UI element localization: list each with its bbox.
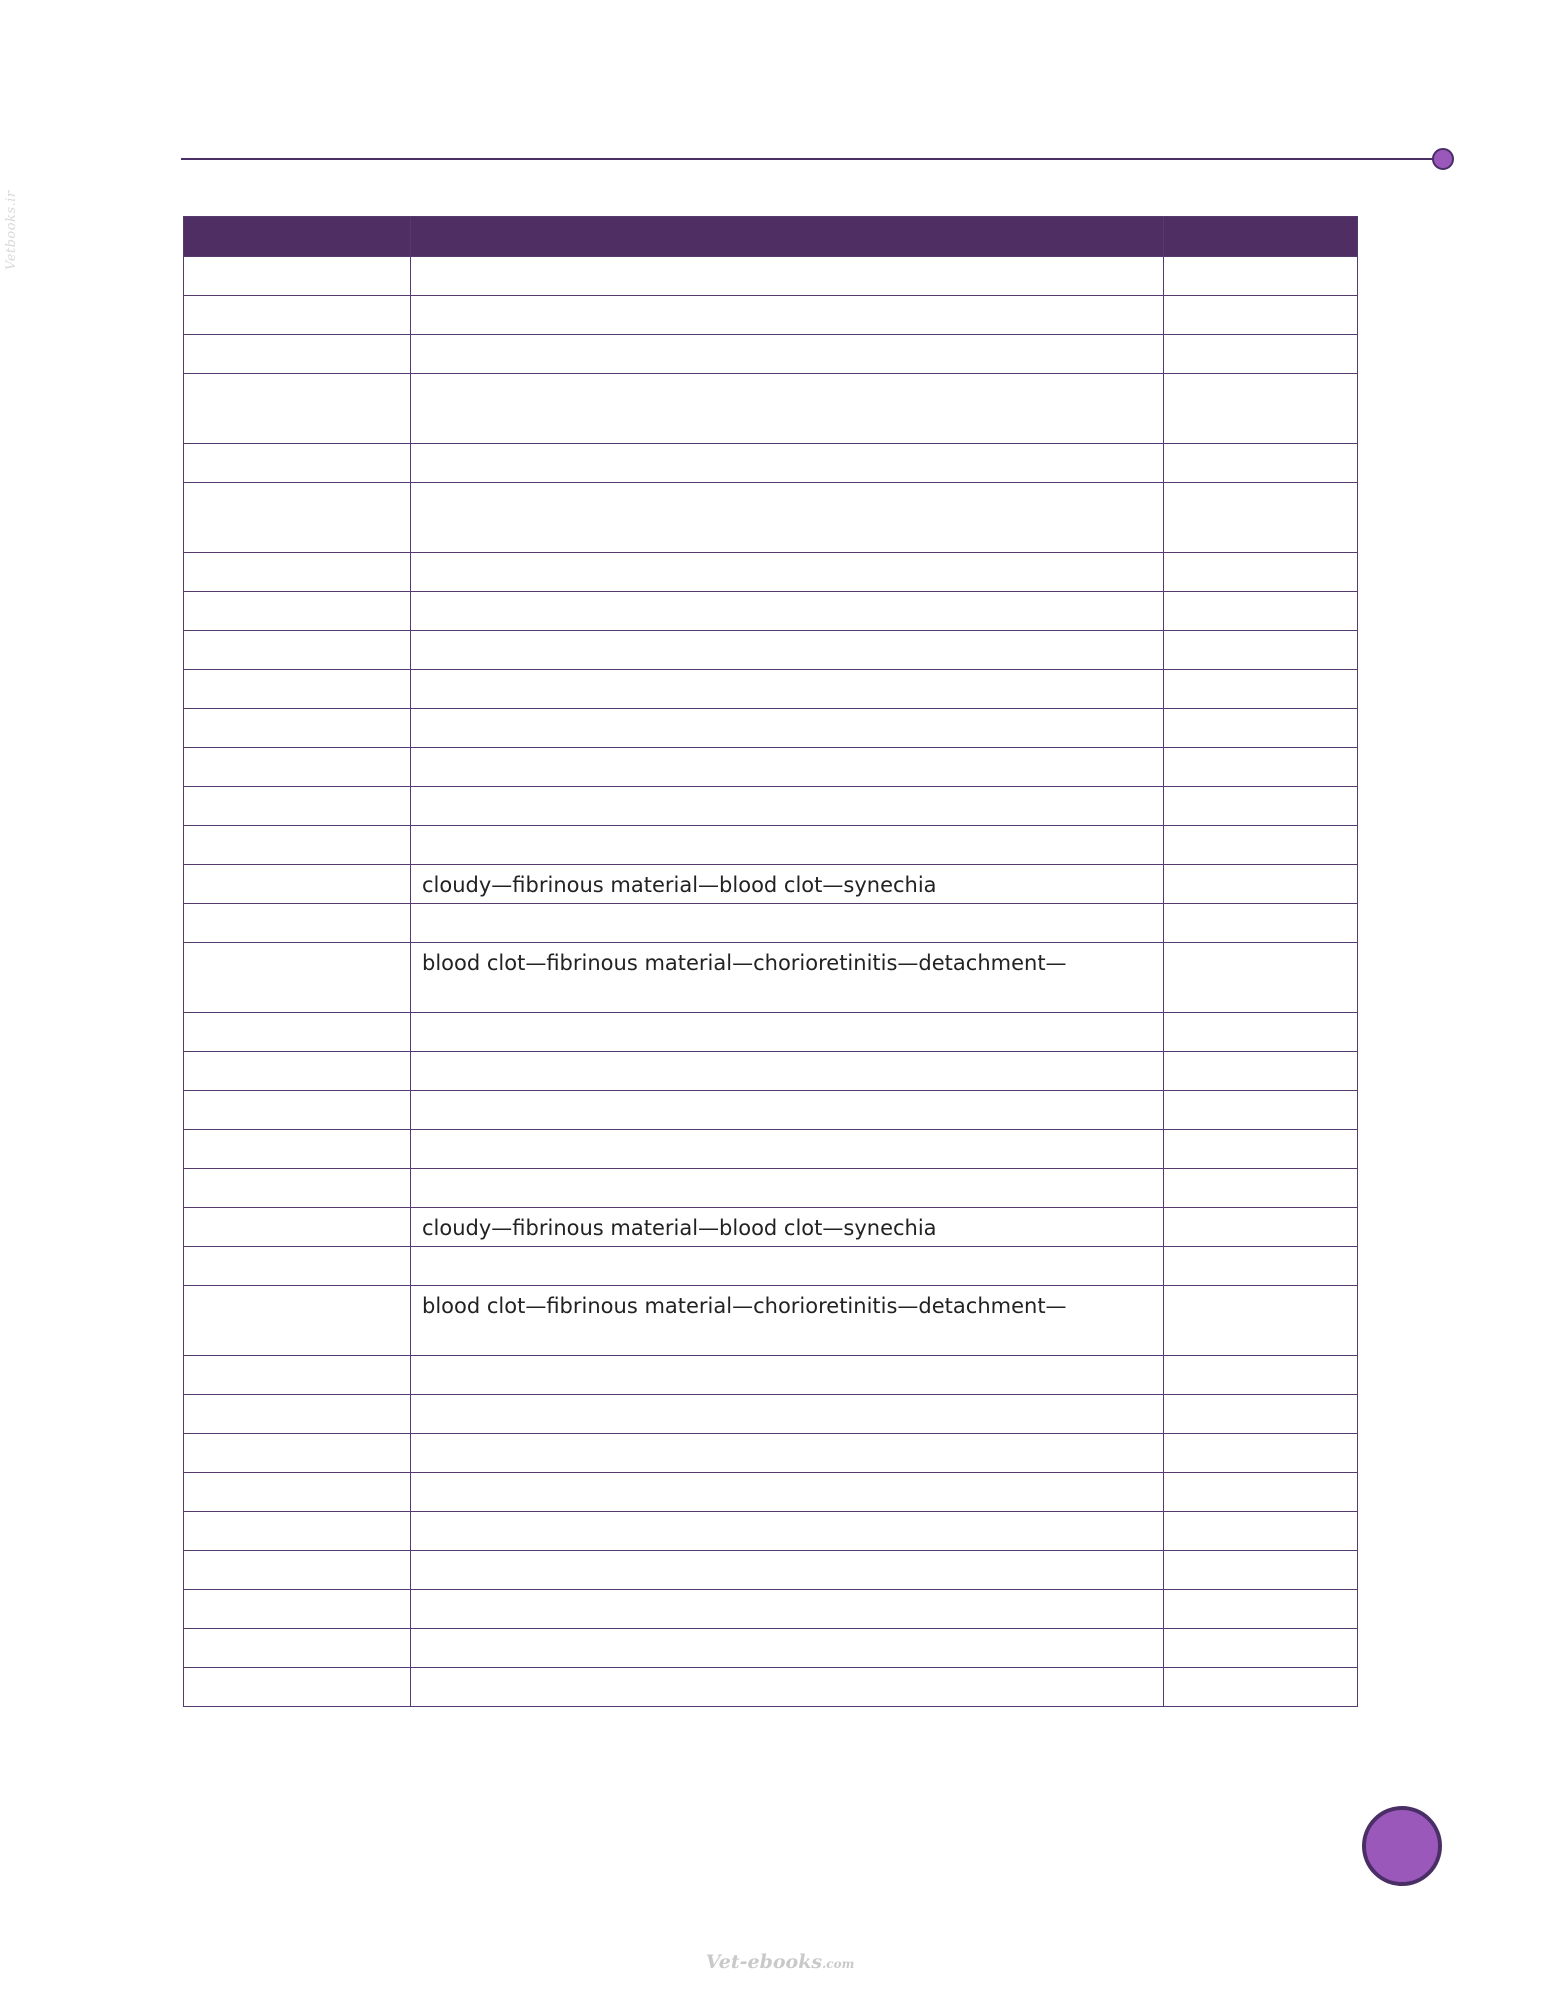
cell-comments	[1164, 787, 1358, 826]
cell-findings	[411, 1013, 1164, 1052]
cell-parameter	[184, 1052, 411, 1091]
header-rule-dot	[1432, 148, 1454, 170]
cell-comments	[1164, 1356, 1358, 1395]
cell-comments	[1164, 1629, 1358, 1668]
cell-findings	[411, 1668, 1164, 1707]
cell-parameter	[184, 1169, 411, 1208]
cell-parameter	[184, 1434, 411, 1473]
footer-watermark-text: Vet-ebooks	[705, 1951, 823, 1973]
table-row	[184, 1091, 1358, 1130]
cell-findings	[411, 1590, 1164, 1629]
table-row	[184, 631, 1358, 670]
cell-findings	[411, 709, 1164, 748]
cell-findings	[411, 787, 1164, 826]
cell-parameter	[184, 1091, 411, 1130]
table-row	[184, 1551, 1358, 1590]
cell-comments	[1164, 1434, 1358, 1473]
cell-parameter	[184, 709, 411, 748]
cell-comments	[1164, 374, 1358, 444]
section-title	[184, 179, 644, 205]
table-row	[184, 865, 1358, 904]
table-row	[184, 296, 1358, 335]
cell-parameter	[184, 1247, 411, 1286]
table-row	[184, 748, 1358, 787]
cell-comments	[1164, 335, 1358, 374]
cell-parameter	[184, 296, 411, 335]
cell-findings	[411, 1434, 1164, 1473]
table-row	[184, 1247, 1358, 1286]
column-header-parameter	[184, 217, 411, 257]
cell-findings	[411, 1395, 1164, 1434]
footer-watermark	[700, 1951, 860, 1973]
table-body	[184, 257, 1358, 1707]
cell-comments	[1164, 709, 1358, 748]
cell-parameter	[184, 1395, 411, 1434]
cell-findings: blood clot—fibrinous material—chorioretinitis—detachment—	[411, 1286, 1164, 1356]
cell-comments	[1164, 1668, 1358, 1707]
cell-parameter	[184, 826, 411, 865]
cell-findings	[411, 1169, 1164, 1208]
column-header-comments	[1164, 217, 1358, 257]
cell-comments	[1164, 826, 1358, 865]
cell-parameter	[184, 1668, 411, 1707]
cell-parameter	[184, 374, 411, 444]
column-header-findings	[411, 217, 1164, 257]
cell-parameter	[184, 631, 411, 670]
table-row	[184, 1013, 1358, 1052]
cell-comments	[1164, 1551, 1358, 1590]
cell-findings	[411, 748, 1164, 787]
cell-comments	[1164, 1208, 1358, 1247]
cell-parameter	[184, 1590, 411, 1629]
cell-findings	[411, 257, 1164, 296]
exam-table	[183, 216, 1358, 1707]
table-row	[184, 1512, 1358, 1551]
cell-findings	[411, 1551, 1164, 1590]
table-row	[184, 1629, 1358, 1668]
cell-parameter	[184, 444, 411, 483]
cell-parameter	[184, 670, 411, 709]
cell-findings	[411, 1052, 1164, 1091]
table-row	[184, 1130, 1358, 1169]
table-row	[184, 374, 1358, 444]
cell-comments	[1164, 592, 1358, 631]
cell-parameter	[184, 335, 411, 374]
footer-watermark-suffix: .com	[822, 1957, 855, 1971]
cell-findings	[411, 1356, 1164, 1395]
cell-parameter	[184, 748, 411, 787]
cell-comments	[1164, 444, 1358, 483]
table-row	[184, 1356, 1358, 1395]
table-row	[184, 826, 1358, 865]
cell-parameter	[184, 553, 411, 592]
cell-findings	[411, 1091, 1164, 1130]
cell-comments	[1164, 1169, 1358, 1208]
table-row	[184, 257, 1358, 296]
cell-findings	[411, 670, 1164, 709]
table-row	[184, 904, 1358, 943]
cell-comments	[1164, 1473, 1358, 1512]
cell-findings	[411, 631, 1164, 670]
table-row	[184, 1668, 1358, 1707]
cell-comments	[1164, 670, 1358, 709]
cell-findings	[411, 826, 1164, 865]
cell-parameter	[184, 1286, 411, 1356]
table-row	[184, 592, 1358, 631]
cell-parameter	[184, 904, 411, 943]
cell-comments	[1164, 943, 1358, 1013]
table-row	[184, 1473, 1358, 1512]
cell-comments	[1164, 904, 1358, 943]
cell-comments	[1164, 1395, 1358, 1434]
cell-findings	[411, 335, 1164, 374]
cell-comments	[1164, 1013, 1358, 1052]
table-row	[184, 670, 1358, 709]
cell-comments	[1164, 1286, 1358, 1356]
cell-findings	[411, 592, 1164, 631]
table-row	[184, 1590, 1358, 1629]
cell-parameter	[184, 943, 411, 1013]
cell-findings: cloudy—fibrinous material—blood clot—synechia	[411, 1208, 1164, 1247]
table-row	[184, 1169, 1358, 1208]
cell-parameter	[184, 483, 411, 553]
cell-parameter	[184, 1512, 411, 1551]
cell-findings	[411, 1473, 1164, 1512]
table-row	[184, 787, 1358, 826]
cell-findings	[411, 553, 1164, 592]
cell-comments	[1164, 865, 1358, 904]
cell-findings	[411, 904, 1164, 943]
table-row	[184, 1208, 1358, 1247]
cell-comments	[1164, 1130, 1358, 1169]
table-row	[184, 1434, 1358, 1473]
cell-comments	[1164, 1590, 1358, 1629]
cell-parameter	[184, 1551, 411, 1590]
page-number-badge	[1362, 1806, 1442, 1886]
cell-findings	[411, 1130, 1164, 1169]
table-row	[184, 483, 1358, 553]
table-row	[184, 1395, 1358, 1434]
cell-parameter	[184, 1208, 411, 1247]
cell-parameter	[184, 787, 411, 826]
cell-findings	[411, 483, 1164, 553]
cell-comments	[1164, 1512, 1358, 1551]
table-row	[184, 444, 1358, 483]
cell-parameter	[184, 1473, 411, 1512]
cell-parameter	[184, 865, 411, 904]
header-rule	[181, 158, 1445, 160]
cell-comments	[1164, 296, 1358, 335]
cell-comments	[1164, 257, 1358, 296]
cell-findings: cloudy—fibrinous material—blood clot—synechia	[411, 865, 1164, 904]
cell-parameter	[184, 1629, 411, 1668]
cell-findings	[411, 296, 1164, 335]
cell-comments	[1164, 1091, 1358, 1130]
cell-findings	[411, 374, 1164, 444]
cell-parameter	[184, 257, 411, 296]
cell-findings	[411, 1247, 1164, 1286]
cell-parameter	[184, 592, 411, 631]
cell-comments	[1164, 1052, 1358, 1091]
cell-comments	[1164, 748, 1358, 787]
cell-parameter	[184, 1013, 411, 1052]
table-row	[184, 1286, 1358, 1356]
cell-comments	[1164, 631, 1358, 670]
table-header-row	[184, 217, 1358, 257]
table-row	[184, 709, 1358, 748]
table-row	[184, 1052, 1358, 1091]
cell-parameter	[184, 1356, 411, 1395]
cell-comments	[1164, 553, 1358, 592]
cell-findings	[411, 1512, 1164, 1551]
cell-parameter	[184, 1130, 411, 1169]
cell-findings	[411, 1629, 1164, 1668]
table-row	[184, 553, 1358, 592]
table-row	[184, 943, 1358, 1013]
cell-comments	[1164, 1247, 1358, 1286]
cell-comments	[1164, 483, 1358, 553]
side-watermark: Vetbooks.ir	[4, 190, 19, 270]
cell-findings: blood clot—fibrinous material—chorioretinitis—detachment—	[411, 943, 1164, 1013]
cell-findings	[411, 444, 1164, 483]
table-row	[184, 335, 1358, 374]
